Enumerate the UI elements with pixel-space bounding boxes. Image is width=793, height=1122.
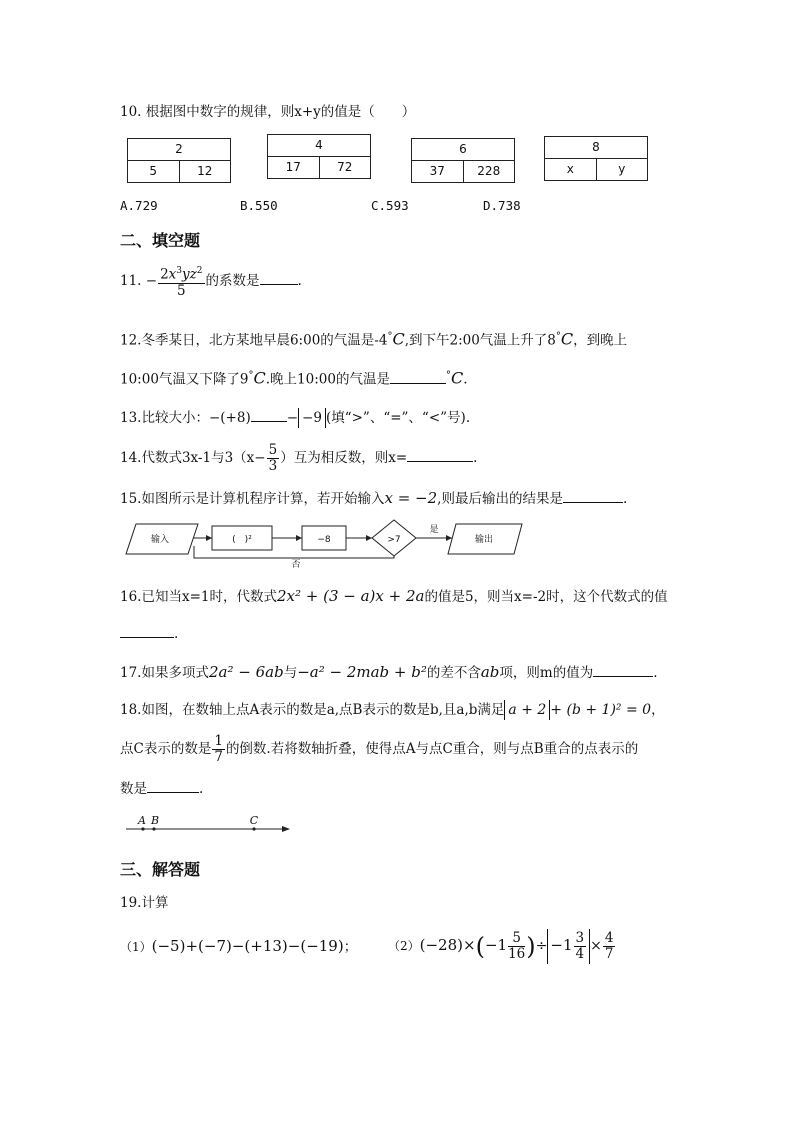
q18-fraction — [212, 734, 225, 765]
section-title-solve: 三、解答题 — [120, 860, 201, 879]
q12-text-a: 12.冬季某日，北方某地早晨6:00的气温是-4 — [120, 332, 388, 349]
q17-ab: ab — [480, 663, 500, 681]
q19-part-1 — [120, 936, 357, 957]
answer-blank — [390, 369, 446, 384]
q11-number: 11. — [120, 272, 146, 289]
q14-fraction — [267, 443, 280, 474]
q19-p1-label: （1） — [120, 940, 152, 954]
q15-dot: . — [622, 491, 628, 507]
q18-line-1 — [120, 700, 665, 720]
q19-title: 19.计算 — [120, 895, 169, 911]
q19-den-3: 7 — [604, 946, 614, 962]
box-left-value: 17 — [285, 160, 301, 174]
q13 — [120, 407, 470, 428]
q18-square-term: + (b + 1)² = 0 — [550, 702, 652, 718]
q16-line-2 — [120, 623, 178, 644]
q12-line-2 — [120, 366, 468, 390]
q13-minus: − — [286, 410, 299, 426]
q15 — [120, 488, 627, 509]
answer-blank — [147, 778, 199, 793]
q19-num-1: 5 — [508, 931, 525, 947]
flow-output-label: 输出 — [474, 535, 494, 545]
q11-exp2: 2 — [196, 266, 203, 276]
q12-dot: . — [463, 371, 468, 388]
box-right-value: y — [596, 159, 648, 180]
box-top-value: 4 — [268, 135, 370, 157]
q12-text-b: ,到下午2:00气温上升了8 — [404, 332, 556, 349]
q19-num-3: 4 — [604, 930, 614, 946]
box-left-value: x — [566, 162, 574, 176]
point-a-label: A — [138, 814, 146, 827]
q18-absolute: a + 2 — [504, 700, 550, 720]
q15-expr: x = −2 — [384, 489, 438, 507]
q18-comma: ， — [651, 702, 665, 718]
q13-absolute: −9 — [298, 408, 326, 428]
q18-dot: . — [199, 781, 204, 797]
q13-text-a: 13.比较大小：−(+8) — [120, 410, 251, 426]
q18-text-a: 18.如图，在数轴上点A表示的数是a,点B表示的数是b,且a,b满足 — [120, 702, 505, 718]
celsius-c: C — [450, 368, 464, 388]
celsius-c: C — [560, 329, 574, 349]
q19-expr-2b: −1 — [484, 936, 508, 954]
q14-text-b: ）互为相反数，则x= — [280, 450, 408, 466]
q18-num: 1 — [214, 733, 223, 749]
q17-poly-1: 2a² − 6ab — [208, 663, 284, 681]
q13-text-d: (填“>”、“=”、“<”号). — [325, 410, 471, 426]
q12-text-d: 10:00气温又下降了9 — [120, 371, 249, 388]
answer-blank — [260, 270, 298, 285]
q19-den-1: 16 — [508, 946, 526, 962]
q16 — [120, 586, 668, 607]
degree-sign: ° — [387, 331, 393, 342]
box-top-value: 2 — [128, 139, 230, 161]
flow-no-label: 否 — [291, 560, 301, 568]
q11 — [120, 264, 302, 299]
option-b: B.550 — [240, 198, 278, 213]
answer-blank — [563, 488, 623, 503]
q16-text-b: 的值是5，则当x=-2时，这个代数式的值 — [424, 589, 668, 605]
program-flowchart — [124, 516, 524, 568]
point-b-dot — [152, 827, 155, 830]
q17-text-b: 的差不含 — [426, 665, 481, 681]
q18-text-d: 数是 — [120, 781, 147, 797]
q19-den-2: 4 — [575, 946, 585, 962]
box-right-value: 72 — [319, 157, 371, 178]
q15-text-b: ,则最后输出的结果是 — [437, 491, 563, 507]
q14-dot: . — [473, 450, 478, 466]
degree-sign: ° — [248, 370, 254, 381]
box-top-value: 6 — [412, 139, 514, 161]
q19-expr-1: (−5)+(−7)−(+13)−(−19) — [151, 937, 344, 955]
q19-part-2: （2）(−28)×(−1 $\frac{5}{16}$ )÷ −1 $\frac{3}{4}$ × $\frac{4}{7}$ — [388, 930, 614, 962]
q10-box-3 — [411, 138, 515, 183]
q11-tail: 的系数是 — [205, 272, 260, 289]
q19-fraction-1 — [508, 931, 525, 962]
q17-dot: . — [653, 665, 658, 681]
answer-blank — [407, 447, 473, 462]
q15-text-a: 15.如图所示是计算机程序计算，若开始输入 — [120, 491, 385, 507]
option-c: C.593 — [371, 198, 409, 213]
degree-sign: ° — [555, 331, 561, 342]
answer-blank — [251, 407, 287, 422]
box-left-value: 37 — [429, 164, 445, 178]
flow-input-label: 输入 — [150, 535, 170, 545]
q14-den: 3 — [268, 458, 278, 474]
q16-expr: 2x² + (3 − a)x + 2a — [276, 587, 425, 605]
q10-box-2 — [267, 134, 371, 179]
q19-fraction-3 — [603, 931, 616, 962]
q14 — [120, 443, 477, 474]
q19-expr-2d: −1 — [550, 936, 573, 954]
flow-square-label: ( )² — [232, 535, 252, 545]
q11-x: x — [168, 266, 177, 283]
q18-den: 7 — [214, 749, 223, 765]
q11-dot: . — [297, 272, 302, 289]
q11-exp3: 3 — [176, 266, 183, 276]
flow-yes-label: 是 — [429, 525, 439, 535]
point-b-label: B — [150, 814, 160, 827]
q19-expr-2a: (−28)× — [419, 936, 476, 954]
q19-num-2: 3 — [575, 930, 585, 946]
q11-yz: yz — [182, 266, 197, 283]
box-left-value: 5 — [149, 164, 158, 178]
q18-line-2 — [120, 734, 638, 765]
q12-text-c: ，到晚上 — [573, 332, 628, 349]
q11-fraction — [158, 264, 204, 299]
point-c-label: C — [249, 814, 259, 827]
q11-minus: − — [145, 272, 158, 289]
q18-text-b: 点C表示的数是 — [120, 741, 212, 757]
q14-num: 5 — [268, 442, 278, 458]
celsius-c: C — [253, 368, 266, 388]
box-right-value: 12 — [179, 161, 231, 182]
point-c-dot — [252, 827, 255, 830]
flow-condition-label: >7 — [387, 535, 401, 545]
q16-text-a: 16.已知当x=1时，代数式 — [120, 589, 277, 605]
q10-box-4 — [544, 136, 648, 181]
q17-poly-2: −a² − 2mab + b² — [297, 663, 427, 681]
celsius-c: C — [392, 329, 405, 349]
q11-den: 5 — [177, 282, 186, 299]
flow-minus-label: −8 — [317, 535, 331, 545]
degree-sign: ° — [445, 370, 451, 381]
q19-divide: ÷ — [535, 938, 548, 954]
answer-blank — [593, 662, 653, 677]
box-right-value: 228 — [463, 161, 515, 182]
q19-p2-label: （2） — [388, 939, 420, 953]
section-title-fill-blank: 二、填空题 — [120, 231, 201, 250]
answer-blank — [120, 623, 174, 638]
q12-text-e: .晚上10:00的气温是 — [265, 371, 390, 388]
q10-stem: 10. 根据图中数字的规律，则x+y的值是（ ） — [120, 104, 416, 120]
q17-text-c: 项，则m的值为 — [499, 665, 594, 681]
q16-dot: . — [174, 626, 179, 642]
q19-times: × — [590, 938, 602, 954]
number-line — [124, 812, 294, 838]
q17-text-a: 17.如果多项式 — [120, 665, 209, 681]
q11-coef: 2 — [160, 266, 169, 283]
q10-box-1 — [127, 138, 231, 183]
q19-absolute — [547, 929, 590, 964]
q14-text-a: 14.代数式3x-1与3（x− — [120, 450, 266, 466]
q17-mid: 与 — [283, 665, 298, 681]
point-a-dot — [141, 827, 144, 830]
q19-semicolon: ； — [343, 939, 358, 955]
q12-line-1 — [120, 327, 627, 351]
box-top-value: 8 — [545, 137, 647, 159]
q18-text-c: 的倒数.若将数轴折叠，使得点A与点C重合，则与点B重合的点表示的 — [225, 741, 639, 757]
q17 — [120, 662, 658, 683]
option-d: D.738 — [483, 198, 521, 213]
q18-line-3 — [120, 778, 203, 799]
q19-fraction-2 — [574, 931, 587, 962]
option-a: A.729 — [120, 198, 158, 213]
